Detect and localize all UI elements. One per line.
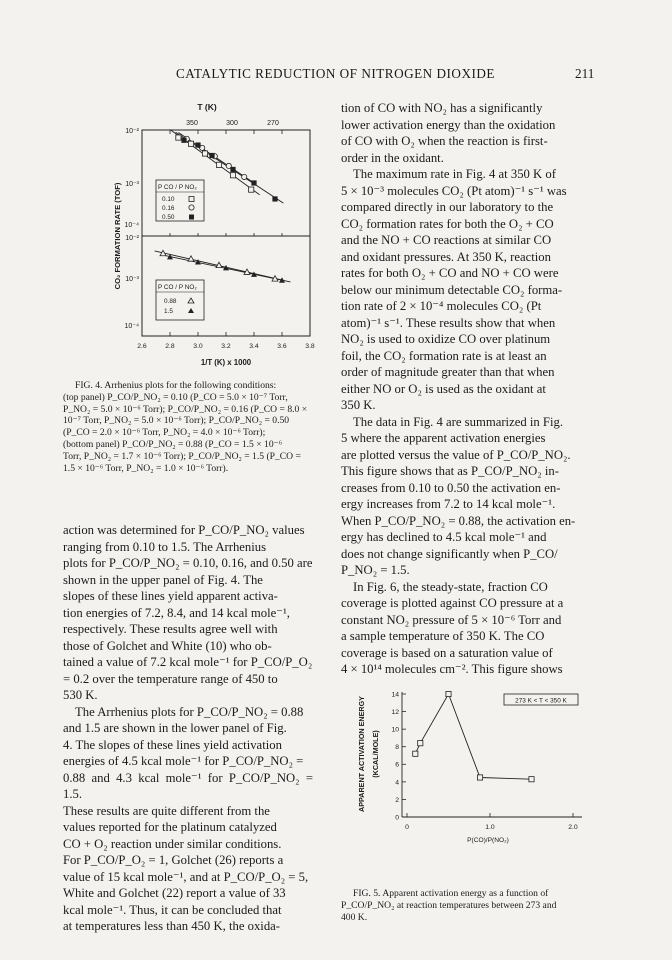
text-line: rates for both O₂ + CO and NO + CO were [341, 266, 559, 280]
open-square-point [477, 775, 482, 780]
x-tick-label: 2.8 [165, 343, 175, 350]
filled-square-point [181, 138, 186, 143]
text-line: P_NO₂ = 1.5. [341, 563, 410, 577]
open-square-point [202, 151, 207, 156]
text-line: 5 × 10⁻³ molecules CO₂ (Pt atom)⁻¹ s⁻¹ was [341, 183, 567, 198]
caption-line: 400 K. [341, 911, 368, 923]
caption-line: (bottom panel) P_CO/P_NO₂ = 0.88 (P_CO = 1.5 × 10⁻⁶ [63, 438, 283, 450]
caption-line: P_NO₂ = 5.0 × 10⁻⁶ Torr); P_CO/P_NO₂ = 0.16 (P_CO = 8.0 × [63, 403, 308, 415]
text-line: tion rate of 2 × 10⁻⁴ molecules CO₂ (Pt [341, 299, 542, 313]
x-tick-label: 1.0 [485, 824, 495, 831]
x-axis-label: P(CO)/P(NO₂) [467, 837, 509, 844]
filled-square-marker-icon [189, 215, 194, 220]
text-line: those of Golchet and White (10) who ob- [63, 638, 272, 653]
filled-square-point [230, 167, 235, 172]
y-tick-label: 10⁻⁴ [124, 323, 139, 330]
top-axis-label: T (K) [197, 102, 217, 112]
text-line: foil, the CO₂ formation rate is at least an [341, 348, 547, 363]
series-line [415, 694, 531, 779]
text-line: coverage is based on a saturation value of [341, 645, 553, 660]
text-line: 0.88 and 4.3 kcal mole⁻¹ for P_CO/P_NO₂ = 1.5. [63, 770, 313, 801]
open-square-point [529, 777, 534, 782]
y-axis-ticks [391, 691, 406, 821]
text-line: The Arrhenius plots for P_CO/P_NO₂ = 0.88 [75, 704, 304, 719]
text-line: = 0.2 over the temperature range of 450 to [63, 671, 278, 686]
y-tick-label: 10⁻³ [125, 276, 139, 283]
legend-label: 0.88 [164, 298, 177, 305]
top-legend [156, 180, 204, 221]
text-line: and 1.5 are shown in the lower panel of Fig. [63, 721, 287, 735]
bottom-legend [156, 280, 204, 320]
text-line: are plotted versus the value of P_CO/P_NO₂. [341, 447, 571, 462]
text-line: In Fig. 6, the steady-state, fraction CO [353, 579, 548, 594]
text-line: below our minimum detectable CO₂ forma- [341, 282, 563, 297]
filled-square-point [195, 142, 200, 147]
text-line: does not change significantly when P_CO/ [341, 546, 558, 561]
text-line: ergy has declined to 4.5 kcal mole⁻¹ and [341, 530, 547, 544]
y-tick-label: 4 [395, 779, 399, 787]
y-tick-label: 14 [391, 691, 399, 699]
y-tick-label: 10⁻² [125, 128, 139, 135]
open-square-point [418, 741, 423, 746]
caption-line: 10⁻⁷ Torr, P_NO₂ = 5.0 × 10⁻⁶ Torr); P_CO/P_NO₂ = 0.50 [63, 415, 290, 427]
text-line: tion energies of 7.2, 8.4, and 14 kcal mole⁻¹, [63, 605, 290, 620]
text-line: This figure shows that as P_CO/P_NO₂ in- [341, 464, 559, 478]
text-line: 530 K. [63, 688, 98, 702]
text-line: The maximum rate in Fig. 4 at 350 K of [353, 167, 556, 181]
top-tick-label: 350 [186, 120, 198, 127]
page-number: 211 [575, 66, 595, 81]
y-tick-label: 10⁻³ [125, 181, 139, 188]
y-tick-label: 10⁻⁴ [124, 222, 139, 229]
text-line: lower activation energy than the oxidation [341, 117, 556, 132]
open-square-point [446, 691, 451, 696]
text-line: slopes of these lines yield apparent activa- [63, 589, 278, 603]
text-line: constant NO₂ pressure of 5 × 10⁻⁶ Torr and [341, 612, 562, 627]
text-line: respectively. These results agree well with [63, 622, 278, 636]
text-line: 4 × 10¹⁴ molecules cm⁻². This figure shows [341, 662, 563, 676]
legend-title: P CO / P NO₂ [158, 184, 197, 191]
open-square-point [188, 141, 193, 146]
legend-box [504, 694, 578, 705]
text-line: order of magnitude greater than that when [341, 365, 555, 379]
text-line: These results are quite different from the [63, 803, 270, 818]
text-line: 5 where the apparent activation energies [341, 431, 546, 445]
running-title: CATALYTIC REDUCTION OF NITROGEN DIOXIDE [176, 66, 495, 81]
text-line: energies of 4.5 kcal mole⁻¹ for P_CO/P_NO₂ = [63, 754, 304, 768]
text-line: either NO or O₂ is used as the oxidant at [341, 381, 546, 396]
text-line: For P_CO/P_O₂ = 1, Golchet (26) reports a [63, 853, 284, 867]
legend-label: 0.50 [162, 214, 175, 221]
text-line: of CO with O₂ when the reaction is first- [341, 134, 548, 148]
text-line: action was determined for P_CO/P_NO₂ values [63, 523, 305, 537]
page-header [0, 66, 672, 86]
filled-square-point [251, 180, 256, 185]
x-tick-label: 2.6 [137, 343, 147, 350]
text-line: plots for P_CO/P_NO₂ = 0.10, 0.16, and 0.50 are [63, 556, 313, 570]
text-line: order in the oxidant. [341, 150, 444, 165]
y-tick-label: 0 [395, 814, 399, 822]
text-line: tained a value of 7.2 kcal mole⁻¹ for P_CO/P_O₂ [63, 655, 313, 669]
text-line: and oxidant pressures. At 350 K, reaction [341, 249, 551, 264]
text-line: CO₂ formation rates for both the O₂ + CO [341, 216, 554, 231]
y-tick-label: 8 [395, 744, 399, 752]
y-tick-label: 6 [395, 761, 399, 769]
y-axis-label: CO₂ FORMATION RATE (TOF) [113, 182, 122, 290]
legend-title: P CO / P NO₂ [158, 284, 197, 291]
legend-label: 0.10 [162, 196, 175, 203]
text-line: 4. The slopes of these lines yield activation [63, 737, 282, 752]
open-square-point [249, 187, 254, 192]
text-line: shown in the upper panel of Fig. 4. The [63, 572, 263, 587]
y-tick-label: 12 [391, 708, 399, 716]
x-tick-label: 3.8 [305, 343, 315, 350]
figure-5-activation-energy-chart [352, 672, 588, 880]
x-tick-label: 0 [405, 824, 409, 831]
caption-line: 1.5 × 10⁻⁶ Torr, P_NO₂ = 1.0 × 10⁻⁶ Torr). [63, 462, 229, 474]
text-line: kcal mole⁻¹. Thus, it can be concluded that [63, 902, 282, 917]
text-line: When P_CO/P_NO₂ = 0.88, the activation en- [341, 513, 576, 528]
y-tick-label: 10 [391, 726, 399, 734]
open-circle-point [242, 174, 247, 179]
figure-4-arrhenius-plot [80, 100, 330, 375]
text-line: at temperatures less than 450 K, the oxida- [63, 919, 281, 933]
top-tick-label: 270 [267, 120, 279, 127]
text-line: creases from 0.10 to 0.50 the activation en- [341, 480, 561, 495]
text-line: value of 15 kcal mole⁻¹, and at P_CO/P_O₂ = 5, [63, 869, 309, 884]
caption-line: (P_CO = 2.0 × 10⁻⁶ Torr, P_NO₂ = 4.0 × 10⁻⁶ Torr); [63, 427, 266, 439]
open-square-point [216, 162, 221, 167]
bottom-panel-fit-lines [155, 251, 291, 282]
legend-label: 273 K < T < 350 K [515, 697, 567, 705]
text-line: The data in Fig. 4 are summarized in Fig. [353, 414, 564, 429]
top-tick-label: 300 [226, 120, 238, 127]
open-square-point [230, 173, 235, 178]
legend-label: 1.5 [164, 308, 173, 315]
text-line: ergy increases from 7.2 to 14 kcal mole⁻¹. [341, 497, 556, 511]
open-square-point [413, 751, 418, 756]
text-line: and the NO + CO reactions at similar CO [341, 233, 552, 247]
text-line: 350 K. [341, 398, 376, 412]
x-tick-label: 3.2 [221, 343, 231, 350]
figure-5-caption [341, 888, 589, 923]
right-column-text [341, 100, 588, 678]
x-tick-label: 2.0 [568, 824, 578, 831]
caption-line: (top panel) P_CO/P_NO₂ = 0.10 (P_CO = 5.0 × 10⁻⁷ Torr, [63, 391, 288, 403]
y-axis-label: APPARENT ACTIVATION ENERGY [357, 696, 366, 812]
legend-label: 0.16 [162, 205, 175, 212]
text-line: compared directly in our laboratory to the [341, 200, 554, 214]
y-axis-label: (KCAL/MOLE) [371, 730, 380, 778]
text-line: tion of CO with NO₂ has a significantly [341, 101, 543, 115]
x-tick-label: 3.6 [277, 343, 287, 350]
text-line: atom)⁻¹ s⁻¹. These results show that when [341, 315, 556, 330]
caption-line: P_CO/P_NO₂ at reaction temperatures between 273 and [341, 899, 557, 911]
text-line: ranging from 0.10 to 1.5. The Arrhenius [63, 539, 267, 554]
text-line: White and Golchet (22) report a value of 33 [63, 886, 286, 900]
filled-square-point [209, 153, 214, 158]
text-line: CO + O₂ reaction under similar conditions. [63, 836, 282, 851]
x-axis-ticks [407, 813, 573, 817]
text-line: a sample temperature of 350 K. The CO [341, 629, 545, 643]
filled-square-point [272, 196, 277, 201]
y-tick-label: 2 [395, 796, 399, 804]
caption-line: FIG. 4. Arrhenius plots for the following conditions: [75, 380, 277, 391]
caption-line: Torr, P_NO₂ = 1.7 × 10⁻⁶ Torr); P_CO/P_NO₂ = 1.5 (P_CO = [63, 450, 301, 462]
text-line: NO₂ is used to oxidize CO over platinum [341, 332, 551, 346]
text-line: coverage is plotted against CO pressure at a [341, 596, 564, 610]
y-tick-label: 10⁻² [125, 235, 139, 242]
text-line: values reported for the platinum catalyzed [63, 820, 277, 834]
figure-4-caption [63, 380, 313, 474]
x-tick-label: 3.0 [193, 343, 203, 350]
x-axis-label: 1/T (K) x 1000 [200, 358, 252, 367]
x-tick-label: 3.4 [249, 343, 259, 350]
open-square-point [176, 135, 181, 140]
left-column-text [63, 522, 313, 935]
caption-line: FIG. 5. Apparent activation energy as a function of [353, 888, 549, 899]
